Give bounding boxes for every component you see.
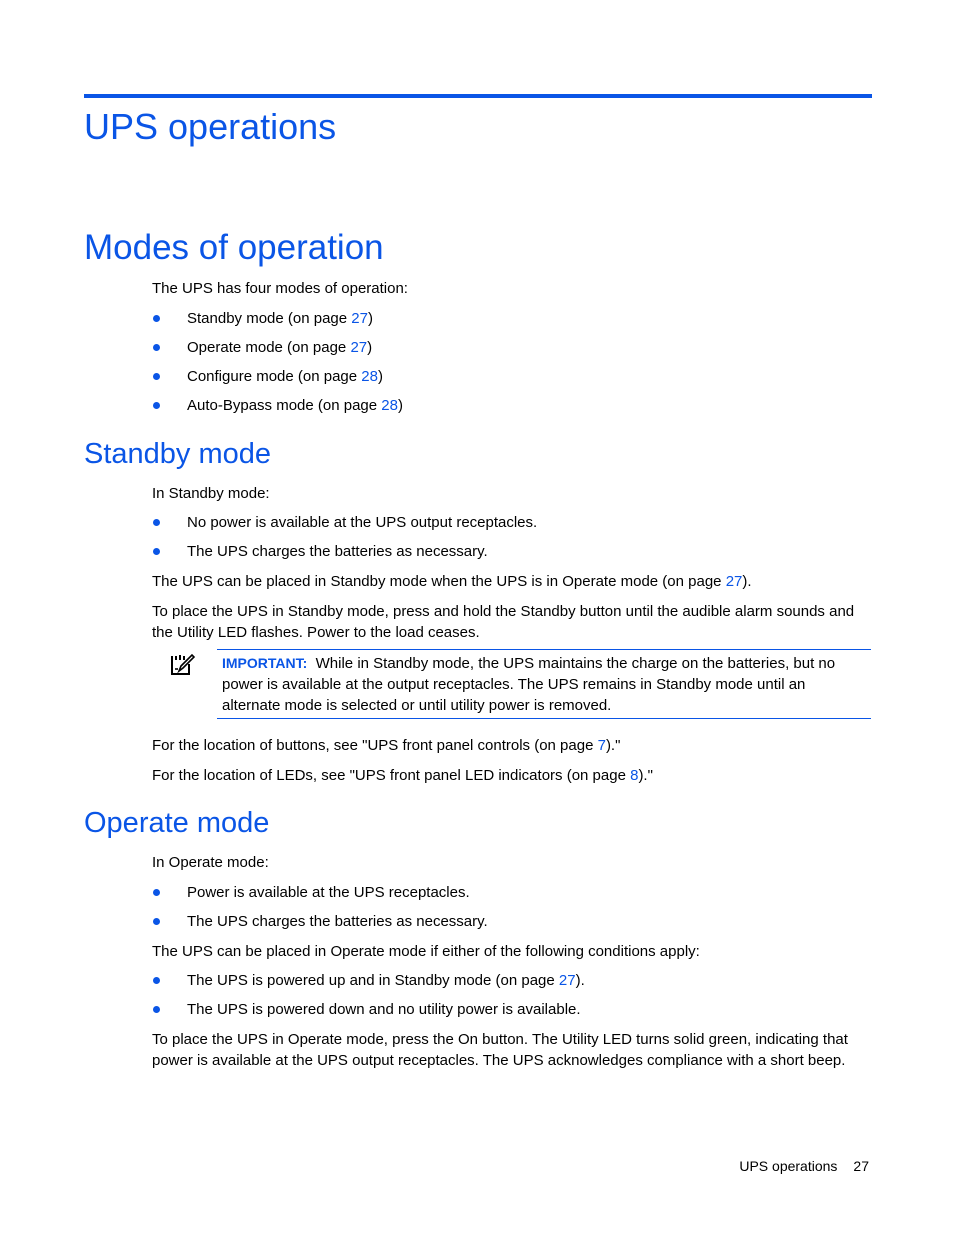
chapter-rule bbox=[84, 94, 872, 98]
list-item-text: The UPS charges the batteries as necessary. bbox=[187, 913, 488, 930]
bullet-icon bbox=[153, 344, 160, 351]
operate-intro: In Operate mode: bbox=[152, 854, 269, 871]
standby-paragraph-2: To place the UPS in Standby mode, press and hold the Standby button until the audible alarm sounds and the Utility LED flashes. Power to the load ceases. bbox=[152, 603, 855, 641]
bullet-icon bbox=[153, 519, 160, 526]
buttons-location-paragraph bbox=[152, 735, 870, 756]
page-link[interactable]: 27 bbox=[351, 310, 368, 327]
list-item-text: Configure mode (on page bbox=[187, 368, 362, 385]
bullet-icon bbox=[153, 315, 160, 322]
list-item-text: No power is available at the UPS output receptacles. bbox=[187, 514, 538, 531]
paragraph-text-end: )." bbox=[605, 737, 621, 754]
list-item-text: Auto-Bypass mode (on page bbox=[187, 397, 382, 414]
list-item-close: ) bbox=[367, 339, 373, 356]
paragraph-text: For the location of buttons, see "UPS front panel controls (on page bbox=[152, 737, 598, 754]
operate-paragraph-2: To place the UPS in Operate mode, press the On button. The Utility LED turns solid green, indicating that power is available at the UPS output receptacles. The UPS acknowledges compliance with a short beep. bbox=[152, 1031, 848, 1069]
operate-paragraph-1: The UPS can be placed in Operate mode if either of the following conditions apply: bbox=[152, 943, 700, 960]
list-item-text: Power is available at the UPS receptacles. bbox=[187, 884, 470, 901]
bullet-icon bbox=[153, 977, 160, 984]
list-item-text: Operate mode (on page bbox=[187, 339, 351, 356]
list-item-text: The UPS is powered up and in Standby mode (on page bbox=[187, 972, 559, 989]
bullet-icon bbox=[153, 402, 160, 409]
note-label: IMPORTANT: bbox=[222, 655, 308, 671]
note-text: While in Standby mode, the UPS maintains the charge on the batteries, but no power is available at the output receptacles. The UPS remains in Standby mode until an alternate mode is selected or until utility power is removed. bbox=[222, 655, 836, 714]
paragraph-text-end: ). bbox=[742, 573, 752, 590]
bullet-icon bbox=[153, 1006, 160, 1013]
important-note-icon bbox=[169, 652, 195, 676]
footer-section: UPS operations bbox=[739, 1158, 838, 1174]
chapter-title: UPS operations bbox=[84, 106, 337, 147]
page-link[interactable]: 27 bbox=[725, 573, 743, 590]
list-item-close: ) bbox=[377, 368, 383, 385]
list-item-text: The UPS is powered down and no utility power is available. bbox=[187, 1001, 581, 1018]
page-link[interactable]: 27 bbox=[558, 972, 576, 989]
bullet-icon bbox=[153, 373, 160, 380]
list-item-close: ). bbox=[575, 972, 585, 989]
page-link[interactable]: 8 bbox=[630, 767, 639, 784]
standby-mode-heading: Standby mode bbox=[84, 438, 272, 470]
bullet-icon bbox=[153, 918, 160, 925]
list-item-text: The UPS charges the batteries as necessary. bbox=[187, 543, 488, 560]
page-link[interactable]: 28 bbox=[361, 368, 378, 385]
operate-mode-heading: Operate mode bbox=[84, 807, 270, 839]
page-link[interactable]: 27 bbox=[350, 339, 368, 356]
page-link[interactable]: 7 bbox=[597, 737, 606, 754]
page-number: 27 bbox=[853, 1158, 869, 1174]
paragraph-text: For the location of LEDs, see "UPS front panel LED indicators (on page bbox=[152, 767, 631, 784]
modes-intro: The UPS has four modes of operation: bbox=[152, 280, 408, 297]
list-item-close: ) bbox=[397, 397, 403, 414]
list-item-close: ) bbox=[367, 310, 373, 327]
list-item-text: Standby mode (on page bbox=[187, 310, 352, 327]
paragraph-text: The UPS can be placed in Standby mode when the UPS is in Operate mode (on page bbox=[152, 573, 726, 590]
page-footer bbox=[739, 1158, 869, 1174]
page-link[interactable]: 28 bbox=[381, 397, 398, 414]
paragraph-text-end: )." bbox=[638, 767, 653, 784]
standby-paragraph-1 bbox=[152, 571, 870, 592]
bullet-icon bbox=[153, 889, 160, 896]
note-body bbox=[222, 653, 862, 716]
important-note bbox=[217, 649, 871, 719]
leds-location-paragraph bbox=[152, 765, 870, 786]
section-title: Modes of operation bbox=[84, 228, 384, 267]
standby-intro: In Standby mode: bbox=[152, 485, 270, 502]
bullet-icon bbox=[153, 548, 160, 555]
